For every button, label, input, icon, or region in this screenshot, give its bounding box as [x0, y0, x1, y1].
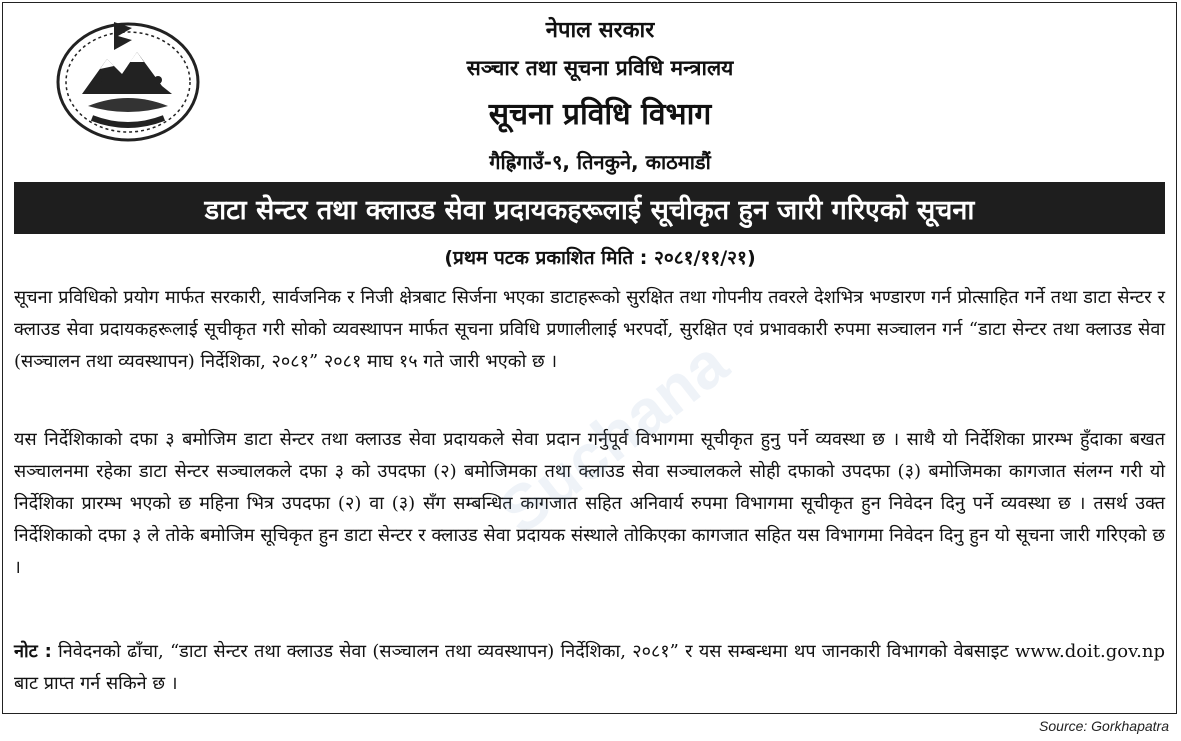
header-government: नेपाल सरकार — [545, 18, 655, 43]
header-address: गैह्रिगाउँ-९, तिनकुने, काठमाडौं — [489, 150, 711, 174]
nepal-government-emblem-icon — [52, 14, 204, 144]
notice-title-bar — [14, 182, 1165, 234]
notice-paragraph-1: सूचना प्रविधिको प्रयोग मार्फत सरकारी, सार्वजनिक र निजी क्षेत्रबाट सिर्जना भएका डाटाहरूको सुरक्षित तथा गोपनीय तवरले देशभित्र भण्डारण गर्न प्रोत्साहित गर्ने तथा डाटा सेन्टर र क्लाउड सेवा प्रदायकहरूलाई सूचीकृत गरी सोको व्यवस्थापन मार्फत सूचना प्रविधि प्रणालीलाई भरपर्दो, सुरक्षित एवं प्रभावकारी रुपमा सञ्चालन गर्न “डाटा सेन्टर तथा क्लाउड सेवा (सञ्चालन तथा व्यवस्थापन) निर्देशिका, २०८१” २०८१ माघ १५ गते जारी भएको छ । — [14, 287, 1165, 372]
notice-note — [14, 636, 1165, 700]
note-label: नोट : — [14, 641, 52, 662]
notice-paragraph-2: यस निर्देशिकाको दफा ३ बमोजिम डाटा सेन्टर तथा क्लाउड सेवा प्रदायकले सेवा प्रदान गर्नुपूर्व विभागमा सूचीकृत हुनु पर्ने व्यवस्था छ । साथै यो निर्देशिका प्रारम्भ हुँदाका बखत सञ्चालनमा रहेका डाटा सेन्टर सञ्चालकले दफा ३ को उपदफा (२) बमोजिमका तथा क्लाउड सेवा सञ्चालकले सोही दफाको उपदफा (३) बमोजिमका कागजात संलग्न गरी यो निर्देशिका प्रारम्भ भएको छ महिना भित्र उपदफा (२) वा (३) सँग सम्बन्धित कागजात सहित अनिवार्य रुपमा विभागमा सूचीकृत हुन निवेदन दिनु पर्ने व्यवस्था छ । तसर्थ उक्त निर्देशिकाको दफा ३ ले तोके बमोजिम सूचिकृत हुन डाटा सेन्टर र क्लाउड सेवा प्रदायक संस्थाले तोकिएका कागजात सहित यस विभागमा निवेदन दिनु हुन यो सूचना जारी गरिएको छ । — [14, 429, 1165, 578]
source-credit: Source: Gorkhapatra — [1039, 718, 1169, 734]
publication-date: (प्रथम पटक प्रकाशित मिति : २०८१/११/२१) — [444, 247, 756, 269]
header-ministry: सञ्चार तथा सूचना प्रविधि मन्त्रालय — [466, 56, 734, 80]
header-department: सूचना प्रविधि विभाग — [488, 97, 712, 132]
watermark: Suchana — [486, 326, 741, 548]
notice-title: डाटा सेन्टर तथा क्लाउड सेवा प्रदायकहरूलाई सूचीकृत हुन जारी गरिएको सूचना — [204, 194, 975, 226]
note-text: निवेदनको ढाँचा, “डाटा सेन्टर तथा क्लाउड सेवा (सञ्चालन तथा व्यवस्थापन) निर्देशिका, २०८१” र यस सम्बन्धमा थप जानकारी विभागको वेबसाइट www.doit.gov.np बाट प्राप्त गर्न सकिने छ । — [14, 641, 1165, 694]
